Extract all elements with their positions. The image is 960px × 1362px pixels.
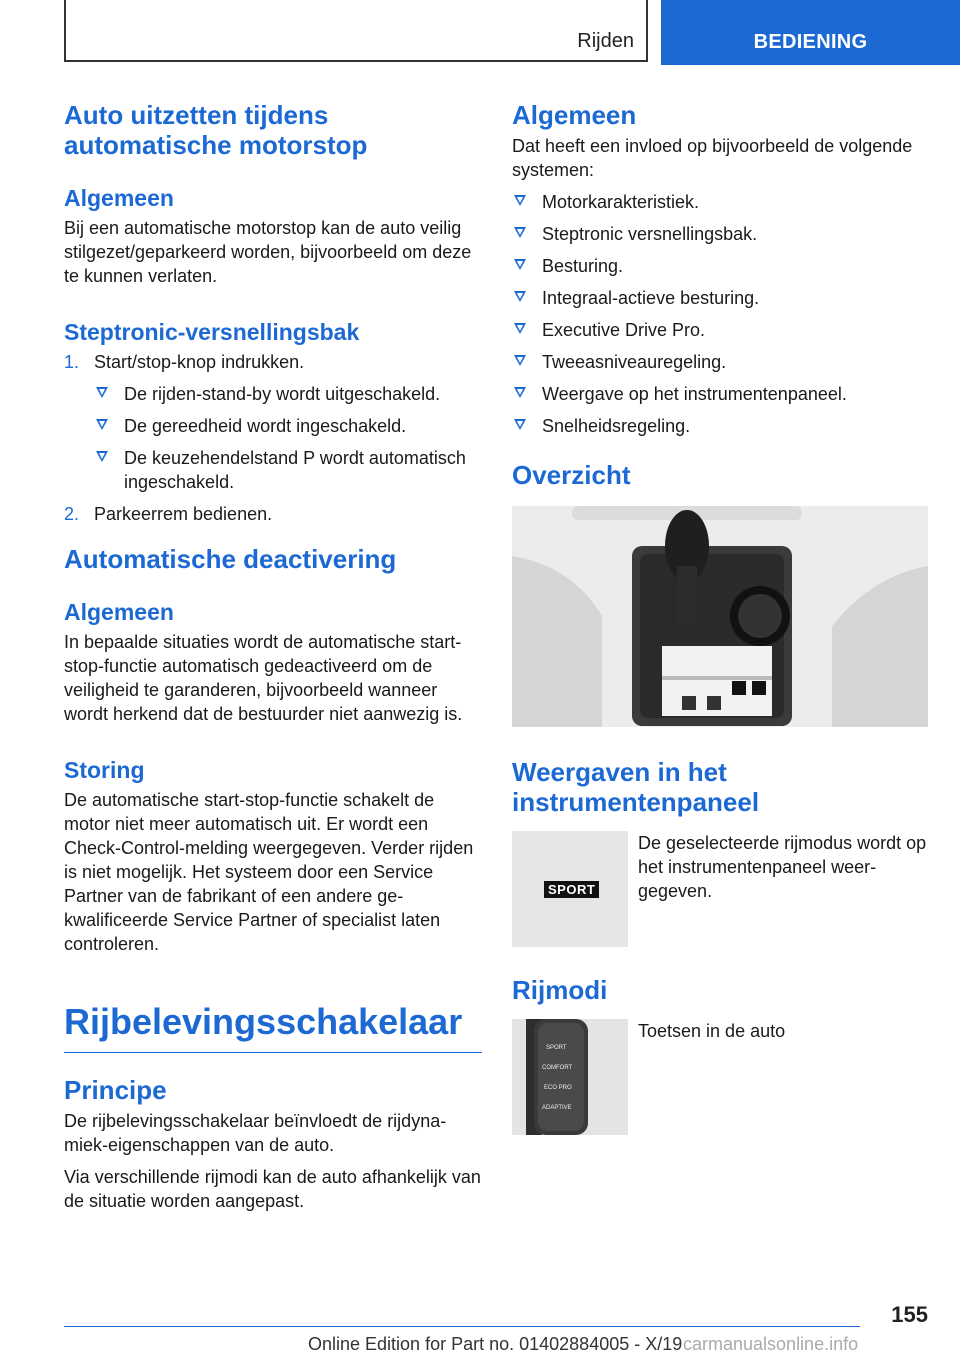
heading-storing: Storing	[64, 757, 145, 783]
left-column	[64, 100, 482, 1221]
rijmodi-row	[512, 1019, 928, 1135]
header-box	[64, 0, 648, 62]
watermark: carmanualsonline.info	[683, 1334, 859, 1354]
sub-item-text: De keuzehendelstand P wordt automatisch ingeschakeld.	[124, 448, 466, 492]
system-item	[512, 414, 928, 438]
drive-mode-buttons-illustration	[512, 1019, 628, 1135]
paragraph-rijmodi: Toetsen in de auto	[638, 1021, 786, 1041]
sub-item-text: De gereedheid wordt ingeschakeld.	[124, 416, 407, 436]
system-item	[512, 254, 928, 278]
triangle-bullet-icon	[96, 419, 108, 430]
heading-weergaven: Weergaven in het instrumentenpaneel	[512, 757, 760, 817]
step-item	[64, 350, 482, 494]
heading-automatische-deactivering: Automatische deactivering	[64, 544, 397, 574]
edition-text: Online Edition for Part no. 01402884005 - X/19	[308, 1334, 683, 1354]
system-item	[512, 286, 928, 310]
system-item	[512, 222, 928, 246]
heading-algemeen-right: Algemeen	[512, 100, 637, 130]
triangle-bullet-icon	[514, 259, 526, 270]
center-console-illustration	[512, 506, 928, 727]
triangle-bullet-icon	[96, 387, 108, 398]
heading-principe: Principe	[64, 1075, 167, 1105]
sub-item-text: De rijden-stand-by wordt uitgeschakeld.	[124, 384, 441, 404]
triangle-bullet-icon	[514, 387, 526, 398]
heading-auto-uitzetten: Auto uitzetten tijdens automatische motorstop	[64, 100, 368, 160]
sub-item	[94, 382, 482, 406]
heading-algemeen: Algemeen	[64, 185, 174, 211]
steps-list	[64, 350, 482, 526]
mode-label-comfort: COMFORT	[542, 1065, 573, 1071]
mode-label-eco-pro: ECO PRO	[544, 1085, 572, 1091]
step-text: Parkeerrem bedienen.	[94, 504, 273, 524]
step-item	[64, 502, 482, 526]
system-item	[512, 382, 928, 406]
step-text: Start/stop-knop indrukken.	[94, 352, 305, 372]
heading-steptronic: Steptronic-versnellingsbak	[64, 319, 360, 345]
footer-rule	[64, 1326, 860, 1327]
heading-rijmodi: Rijmodi	[512, 975, 608, 1005]
system-item-text: Integraal-actieve besturing.	[542, 288, 760, 308]
drive-mode-buttons-image	[512, 1019, 628, 1135]
triangle-bullet-icon	[514, 419, 526, 430]
systems-list	[512, 190, 928, 438]
paragraph-algemeen-2: In bepaalde situaties wordt de automatische start-stop-functie automatisch gedeactiveerd om de veiligheid te garanderen, bijvoorbeeld wanneer wordt herkend dat de bestuurder niet aanwezig is.	[64, 632, 463, 724]
system-item	[512, 190, 928, 214]
system-item-text: Snelheidsregeling.	[542, 416, 691, 436]
triangle-bullet-icon	[514, 195, 526, 206]
system-item-text: Motorkarakteristiek.	[542, 192, 700, 212]
header-section-title: Rijden	[577, 30, 634, 52]
paragraph-algemeen: Bij een automatische motorstop kan de auto veilig stilgezet/geparkeerd worden, bijvoorbeeld om deze te kunnen verlaten.	[64, 218, 472, 286]
instrument-panel-image	[512, 831, 628, 947]
paragraph-storing: De automatische start-stop-functie schakelt de motor niet meer automatisch uit. Er wordt een Check-Control-melding weergegeven. Verder rijden is niet mogelijk. Het systeem door een Service Partner van de fabrikant of een andere gekwalificeerde Service Partner of specialist laten controleren.	[64, 790, 474, 954]
center-console-image	[512, 506, 928, 727]
sub-list	[94, 382, 482, 494]
triangle-bullet-icon	[514, 323, 526, 334]
page-number: 155	[891, 1302, 928, 1327]
triangle-bullet-icon	[96, 451, 108, 462]
sub-item	[94, 414, 482, 438]
system-item	[512, 318, 928, 342]
paragraph-principe-2: Via verschillende rijmodi kan de auto afhankelijk van de situatie worden aangepast.	[64, 1167, 481, 1211]
triangle-bullet-icon	[514, 227, 526, 238]
system-item-text: Executive Drive Pro.	[542, 320, 706, 340]
heading-rijbelevingsschakelaar: Rijbelevingsschakelaar	[64, 1000, 482, 1053]
mode-label-adaptive: ADAPTIVE	[542, 1105, 572, 1111]
right-column	[512, 100, 928, 1135]
weergaven-row	[512, 831, 928, 947]
sub-item	[94, 446, 482, 494]
paragraph-weergaven: De geselecteerde rijmodus wordt op het instrumentenpaneel weergegeven.	[638, 833, 927, 901]
sport-mode-badge: SPORT	[544, 881, 599, 898]
step-number: 2.	[64, 504, 80, 524]
step-number: 1.	[64, 352, 80, 372]
system-item-text: Weergave op het instrumentenpaneel.	[542, 384, 847, 404]
heading-overzicht: Overzicht	[512, 460, 631, 490]
paragraph-principe-1: De rijbelevingsschakelaar beïnvloedt de rijdynamiek-eigenschappen van de auto.	[64, 1111, 447, 1155]
header-chapter-tab: BEDIENING	[661, 0, 960, 65]
heading-algemeen: Algemeen	[64, 599, 174, 625]
triangle-bullet-icon	[514, 291, 526, 302]
paragraph-algemeen-right: Dat heeft een invloed op bijvoorbeeld de volgende systemen:	[512, 136, 913, 180]
system-item-text: Tweeasniveauregeling.	[542, 352, 727, 372]
system-item	[512, 350, 928, 374]
mode-label-sport: SPORT	[546, 1045, 567, 1051]
system-item-text: Steptronic versnellingsbak.	[542, 224, 758, 244]
triangle-bullet-icon	[514, 355, 526, 366]
system-item-text: Besturing.	[542, 256, 624, 276]
